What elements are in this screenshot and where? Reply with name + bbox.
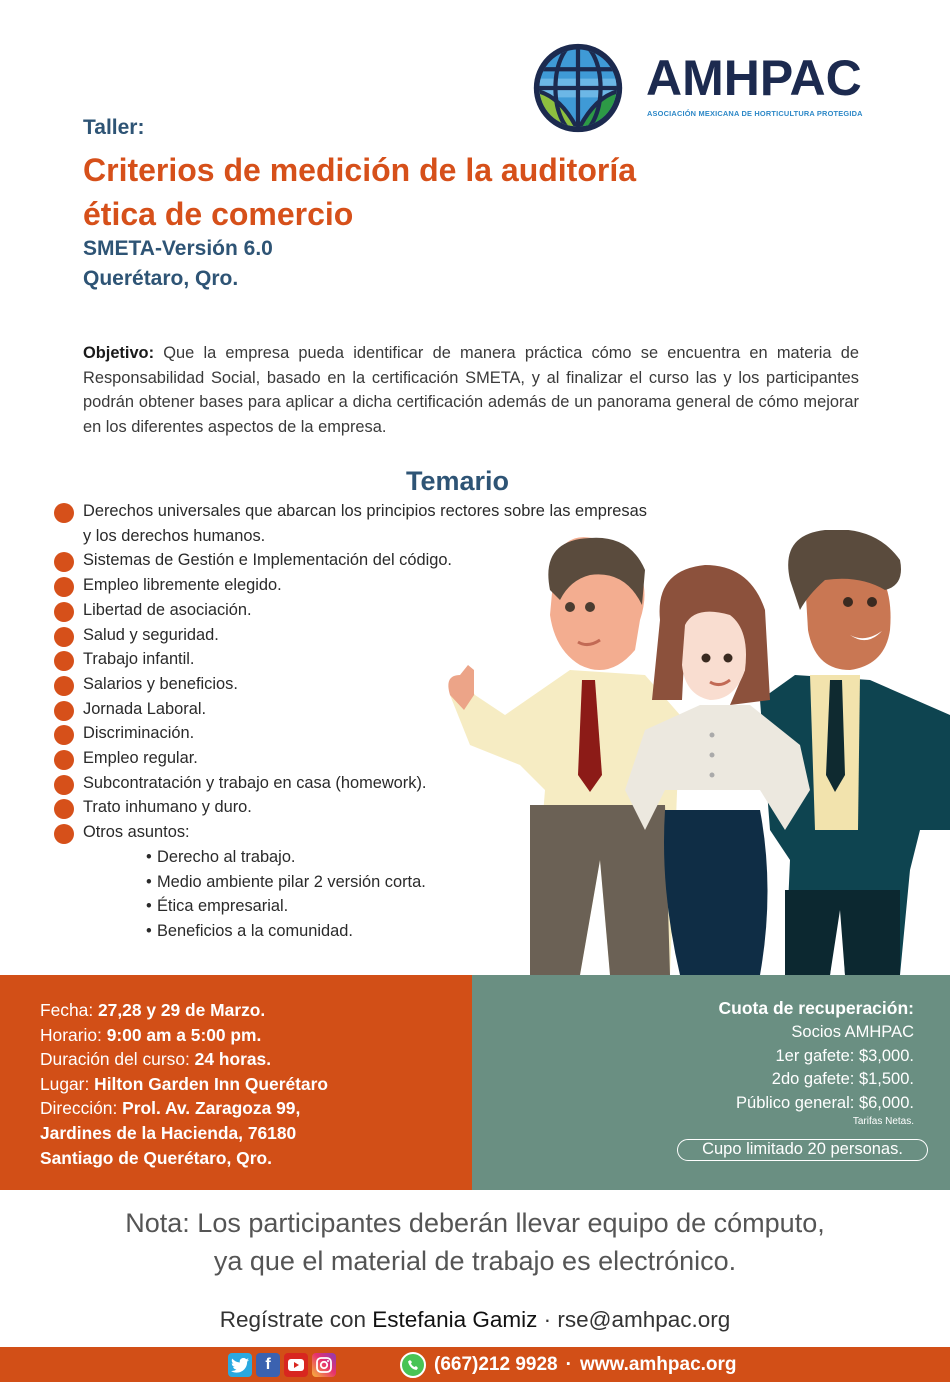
pricing-public: Público general: $6,000.	[736, 1093, 914, 1112]
registration-line: Regístrate con Estefania Gamiz · rse@amhpac.org	[219, 1307, 731, 1332]
direccion-row: Dirección: Prol. Av. Zaragoza 99,	[40, 1098, 301, 1119]
list-item: Subcontratación y trabajo en casa (homework).	[54, 771, 734, 796]
brand-tagline: ASOCIACIÓN MEXICANA DE HORTICULTURA PROTEGIDA	[647, 109, 863, 118]
website-link[interactable]: www.amhpac.org	[579, 1354, 737, 1375]
capacity-badge: Cupo limitado 20 personas.	[677, 1139, 928, 1161]
subtitle-location: Querétaro, Qro.	[83, 267, 239, 290]
temario-heading: Temario	[406, 466, 510, 496]
contact-email-link[interactable]: rse@amhpac.org	[557, 1307, 731, 1332]
sublist-item: • Beneficios a la comunidad.	[146, 921, 353, 940]
bullet-icon	[54, 503, 74, 523]
bullet-icon	[54, 602, 74, 622]
subtitle-version: SMETA-Versión 6.0	[83, 237, 273, 260]
list-item: Discriminación.	[54, 721, 734, 746]
list-item-continuation: y los derechos humanos.	[83, 526, 266, 545]
youtube-icon[interactable]	[284, 1353, 308, 1377]
list-item: Libertad de asociación.	[54, 598, 734, 623]
contact-name: Estefania Gamiz	[372, 1307, 538, 1332]
pricing-details	[719, 996, 914, 1128]
objective-paragraph	[83, 341, 859, 439]
pricing-members: Socios AMHPAC	[791, 1023, 914, 1041]
pricing-note: Tarifas Netas.	[852, 1116, 914, 1127]
bullet-icon	[54, 775, 74, 795]
event-details	[40, 998, 328, 1170]
title-line-1: Criterios de medición de la auditoría	[83, 152, 637, 188]
list-item: Jornada Laboral.	[54, 697, 734, 722]
bullet-icon	[54, 824, 74, 844]
temario-sublist	[146, 845, 426, 943]
bullet-icon	[54, 577, 74, 597]
event-subtitle	[83, 234, 273, 294]
pricing-badge-1: 1er gafete: $3,000.	[775, 1046, 914, 1065]
social-links	[228, 1353, 336, 1377]
fecha-row: Fecha: 27,28 y 29 de Marzo.	[40, 1000, 266, 1020]
direccion-line-3: Santiago de Querétaro, Qro.	[40, 1147, 272, 1168]
business-people-illustration	[430, 530, 950, 975]
bullet-icon	[54, 651, 74, 671]
brand-name: AMHPAC	[646, 50, 862, 106]
title-line-2: ética de comercio	[83, 196, 354, 232]
whatsapp-icon[interactable]	[400, 1352, 426, 1378]
sublist-item: • Derecho al trabajo.	[146, 848, 296, 866]
horario-row: Horario: 9:00 am a 5:00 pm.	[40, 1024, 262, 1045]
pricing-heading: Cuota de recuperación:	[718, 998, 914, 1018]
sublist-item: • Ética empresarial.	[146, 897, 289, 915]
list-item: Salarios y beneficios.	[54, 672, 734, 697]
bullet-icon	[54, 799, 74, 819]
bullet-icon	[54, 627, 74, 647]
objective-text: Que la empresa pueda identificar de manera práctica cómo se encuentra en materia de Responsabilidad Social, basado en la certificación SMETA, y al finalizar el curso las y los participantes podrán obtener bases para aplicar a dicha certificación además de un panorama general de cómo mejorar en los diferentes aspectos de la empresa.	[83, 344, 859, 436]
duracion-row: Duración del curso: 24 horas.	[40, 1049, 272, 1070]
phone-number[interactable]: (667)212 9928	[434, 1354, 558, 1375]
list-item: Otros asuntos:	[54, 820, 734, 845]
bullet-icon	[54, 725, 74, 745]
bullet-icon	[54, 701, 74, 721]
list-item: Trato inhumano y duro.	[54, 795, 734, 820]
facebook-icon[interactable]: f	[256, 1353, 280, 1377]
bullet-icon	[54, 676, 74, 696]
objective-label: Objetivo:	[83, 344, 155, 362]
sublist-item: • Medio ambiente pilar 2 versión corta.	[146, 872, 426, 891]
pricing-badge-2: 2do gafete: $1,500.	[771, 1070, 914, 1088]
bullet-icon	[54, 552, 74, 572]
list-item: Sistemas de Gestión e Implementación del código.	[54, 548, 734, 573]
direccion-line-2: Jardines de la Hacienda, 76180	[40, 1122, 297, 1143]
instagram-icon[interactable]	[312, 1353, 336, 1377]
footer-contact: (667)212 9928 · www.amhpac.org	[400, 1352, 737, 1378]
bullet-icon	[54, 750, 74, 770]
list-item: Empleo libremente elegido.	[54, 573, 734, 598]
list-item: Empleo regular.	[54, 746, 734, 771]
list-item: Trabajo infantil.	[54, 647, 734, 672]
globe-leaf-icon	[531, 41, 625, 135]
event-title	[83, 148, 843, 236]
note-text: Nota: Los participantes deberán llevar equipo de cómputo, ya que el material de trabajo es electrónico.	[125, 1208, 825, 1276]
amhpac-logo	[531, 41, 891, 137]
lugar-row: Lugar: Hilton Garden Inn Querétaro	[40, 1073, 328, 1094]
event-kicker: Taller:	[83, 116, 145, 139]
list-item: Salud y seguridad.	[54, 623, 734, 648]
list-item: Derechos universales que abarcan los principios rectores sobre las empresas	[54, 499, 734, 524]
twitter-icon[interactable]	[228, 1353, 252, 1377]
